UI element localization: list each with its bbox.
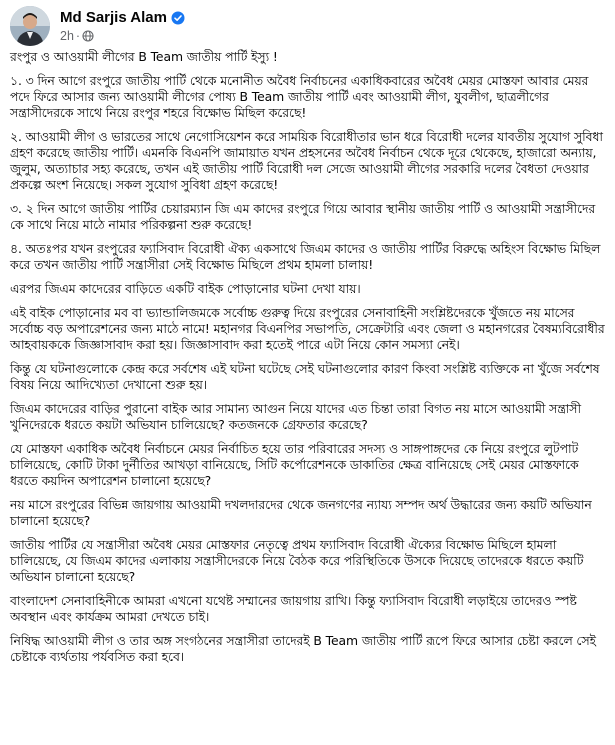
- post-meta: [60, 29, 94, 43]
- author-row: [60, 9, 185, 26]
- post-paragraph: নয় মাসে রংপুরের বিভিন্ন জায়গায় আওয়ামী দখলদারদের থেকে জনগণের ন্যায্য সম্পদ অর্থ উদ্ধারের জন্য কয়টি অভিযান চালানো হয়েছে?: [10, 497, 592, 528]
- post-paragraph: জিএম কাদেরের বাড়ির পুরানো বাইক আর সামান্য আগুন নিয়ে যাদের এত চিন্তা তারা বিগত নয় মাসে আওয়ামী সন্ত্রাসী খুনিদেরকে ধরতে কয়টা অভিযান চালিয়েছে? কতজনকে গ্রেফতার করেছে?: [10, 401, 581, 432]
- verified-badge-icon: [171, 11, 185, 25]
- post-paragraph: এই বাইক পোড়ানোর মব বা ভ্যান্ডালিজমকে সর্বোচ্চ গুরুত্ব দিয়ে রংপুরের সেনাবাহিনী সংশ্লিষ্টদেরকে খুঁজতে নয় মাসের সর্বোচ্চ বড় অপারেশনের জন্য মাঠে নামে! মহানগর বিএনপির সভাপতি, সেক্রেটারি এবং জেলা ও মহানগরের বৈষম্যবিরোধীর আহবায়ককে জিজ্ঞাসাবাদ করা হয়। জিজ্ঞাসাবাদ করা হতেই পারে এটা নিয়ে কোন সমস্যা নেই।: [10, 305, 605, 352]
- post-timestamp[interactable]: 2h: [60, 29, 74, 43]
- post-paragraph: রংপুর ও আওয়ামী লীগের B Team জাতীয় পার্টি ইস্যু !: [10, 49, 278, 64]
- post-paragraph: ৪. অতঃপর যখন রংপুরের ফ্যাসিবাদ বিরোধী ঐক্য একসাথে জিএম কাদের ও জাতীয় পার্টির বিরুদ্ধে অহিংস বিক্ষোভ মিছিল করে তখন জাতীয় পার্টি সন্ত্রাসীরা সেই বিক্ষোভ মিছিলে প্রথম হামলা চালায়!: [10, 241, 601, 272]
- globe-icon[interactable]: [82, 30, 94, 42]
- post-body: [10, 49, 608, 673]
- avatar[interactable]: [10, 6, 50, 46]
- post-paragraph: নিষিদ্ধ আওয়ামী লীগ ও তার অঙ্গ সংগঠনের সন্ত্রাসীরা তাদেরই B Team জাতীয় পার্টি রূপে ফিরে আসার চেষ্টা করলে সেই চেষ্টাকে ব্যর্থতায় পর্যবসিত করা হবে।: [10, 633, 596, 664]
- post-paragraph: এরপর জিএম কাদেরের বাড়িতে একটি বাইক পোড়ানোর ঘটনা দেখা যায়।: [10, 281, 361, 296]
- post-paragraph: কিন্তু যে ঘটনাগুলোকে কেন্দ্র করে সর্বশেষ এই ঘটনা ঘটেছে সেই ঘটনাগুলোর কারণ কিংবা সংশ্লিষ্ট ব্যক্তিকে না খুঁজে সর্বশেষ বিষয় নিয়ে আদিখ্যেতা দেখানো শুরু হয়।: [10, 361, 600, 392]
- post-header: [10, 6, 610, 46]
- post-paragraph: যে মোস্তফা একাধিক অবৈধ নির্বাচনে মেয়র নির্বাচিত হয়ে তার পরিবারের সদস্য ও সাঙ্গপাঙ্গদের কে নিয়ে রংপুরে লুটপাট চালিয়েছে, কোটি টাকা দুর্নীতির আখড়া বানিয়েছে, সিটি কর্পোরেশনকে ডাকাতির ক্ষেত্র বানিয়েছে সেই মেয়র মোস্তফাকে ধরতে কয়দিন অপারেশন চালানো হয়েছে?: [10, 441, 579, 488]
- post-paragraph: ২. আওয়ামী লীগ ও ভারতের সাথে নেগোসিয়েশন করে সাময়িক বিরোধীতার ভান ধরে বিরোধী দলের যাবতীয় সুযোগ সুবিধা গ্রহণ করেছে জাতীয় পার্টি। এমনকি বিএনপি জামায়াত যখন প্রহসনের অবৈধ নির্বাচন থেকে দূরে থেকেছে, হাজারো অন্যায়, জুলুম, অত্যাচার সহ্য করেছে, তখন এই জাতীয় পার্টি বিরোধী দল সেজে আওয়ামী লীগের সরকারি দলের বৈধতা দেওয়ার প্রকল্পে অংশ নিয়েছে। সকল সুযোগ সুবিধা গ্রহণ করেছে!: [10, 129, 603, 192]
- author-name[interactable]: Md Sarjis Alam: [60, 9, 167, 26]
- post-paragraph: ৩. ২ দিন আগে জাতীয় পার্টির চেয়ারম্যান জি এম কাদের রংপুরে গিয়ে আবার স্থানীয় জাতীয় পার্টি ও আওয়ামী সন্ত্রাসীদের কে সাথে নিয়ে মাঠে নামার পরিকল্পনা শুরু করেছে!: [10, 201, 596, 232]
- post-paragraph: জাতীয় পার্টির যে সন্ত্রাসীরা অবৈধ মেয়র মোস্তফার নেতৃত্বে প্রথম ফ্যাসিবাদ বিরোধী ঐক্যের বিক্ষোভ মিছিলে হামলা চালিয়েছে, যে জিএম কাদের এলাকায় সন্ত্রাসীদেরকে নিয়ে বৈঠক করে পরিস্থিতিকে উসকে দিয়েছে তাদেরকে ধরতে কয়টি অভিযান চালানো হয়েছে?: [10, 537, 584, 584]
- meta-separator: ·: [75, 29, 81, 43]
- post-paragraph: ১. ৩ দিন আগে রংপুরে জাতীয় পার্টি থেকে মনোনীত অবৈধ নির্বাচনের একাধিকবারের অবৈধ মেয়র মোস্তফা আবার মেয়র পদে ফিরে আসার জন্য আওয়ামী লীগের পোষ্য B Team জাতীয় পার্টি এবং আওয়ামী লীগ, যুবলীগ, ছাত্রলীগের সন্ত্রাসীদেরকে সাথে নিয়ে রংপুর শহরে বিক্ষোভ মিছিল করেছে!: [10, 73, 589, 120]
- profile-photo-icon: [10, 6, 50, 46]
- post-paragraph: বাংলাদেশ সেনাবাহিনীকে আমরা এখনো যথেষ্ট সম্মানের জায়গায় রাখি। কিন্তু ফ্যাসিবাদ বিরোধী লড়াইয়ে তাদেরও স্পষ্ট অবস্থান এবং কার্যক্রম আমরা দেখতে চাই।: [10, 593, 577, 624]
